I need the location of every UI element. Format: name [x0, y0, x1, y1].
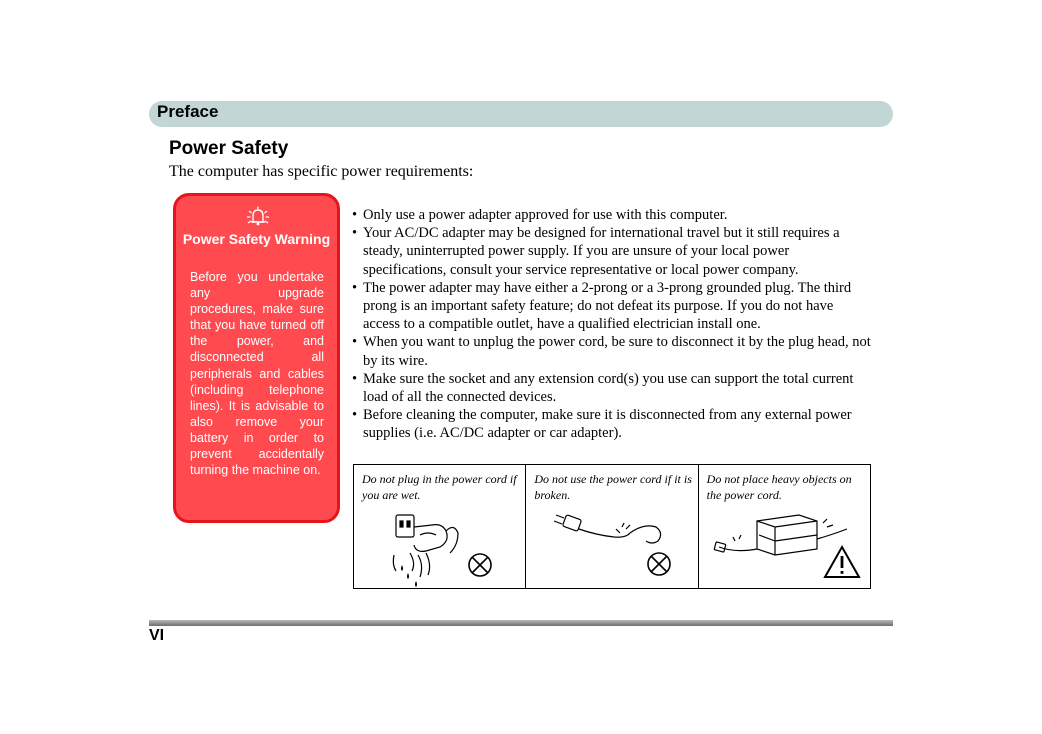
illustration-cell-broken [526, 465, 698, 588]
list-item: • Before cleaning the computer, make sure it is disconnected from any external power supplies (i.e. AC/DC adapter or car adapter). [350, 406, 872, 442]
list-item: • Your AC/DC adapter may be designed for international travel but it still requires a steady, uninterrupted power supply. If you are unsure of your local power specifications, consult your service representative or local power company. [350, 224, 872, 279]
heavy-books-cord-illustration [699, 505, 871, 589]
list-item: • Make sure the socket and any extension cord(s) you use can support the total current load of all the connected devices. [350, 370, 872, 406]
page-number: VI [149, 627, 165, 644]
safety-bullet-list [350, 206, 872, 443]
illustration-caption: Do not plug in the power cord if you are wet. [362, 472, 517, 502]
illustration-caption: Do not use the power cord if it is broken. [534, 472, 692, 502]
caution-triangle-icon [825, 547, 859, 577]
no-symbol-icon [469, 554, 491, 576]
warning-title: Power Safety Warning [182, 231, 331, 247]
footer-rule [149, 620, 893, 626]
header-title: Preface [157, 102, 219, 121]
illustration-cell-wet [354, 465, 526, 588]
illustration-table [353, 464, 871, 589]
list-item: • When you want to unplug the power cord, be sure to disconnect it by the plug head, not by its wire. [350, 333, 872, 369]
list-item: • The power adapter may have either a 2-prong or a 3-prong grounded plug. The third prong is an important safety feature; do not defeat its purpose. If you do not have access to a compatible outlet, have a qualified electrician install one. [350, 279, 872, 334]
illustration-cell-heavy [699, 465, 870, 588]
warning-box [173, 193, 340, 523]
wet-hands-plug-illustration [354, 505, 526, 589]
warning-body: Before you undertake any upgrade procedures, make sure that you have turned off the power, and disconnected all peripherals and cables (including telephone lines). It is advisable to also remove your battery in order to prevent accidentally turning the machine on. [190, 270, 324, 478]
bell-warning-icon [243, 205, 273, 227]
no-symbol-icon [648, 553, 670, 575]
header-bar [149, 101, 893, 127]
list-item: • Only use a power adapter approved for use with this computer. [350, 206, 872, 224]
illustration-caption: Do not place heavy objects on the power cord. [706, 472, 852, 502]
section-title: Power Safety [169, 138, 289, 159]
intro-text: The computer has specific power requirements: [169, 163, 474, 180]
broken-cord-illustration [526, 505, 698, 589]
